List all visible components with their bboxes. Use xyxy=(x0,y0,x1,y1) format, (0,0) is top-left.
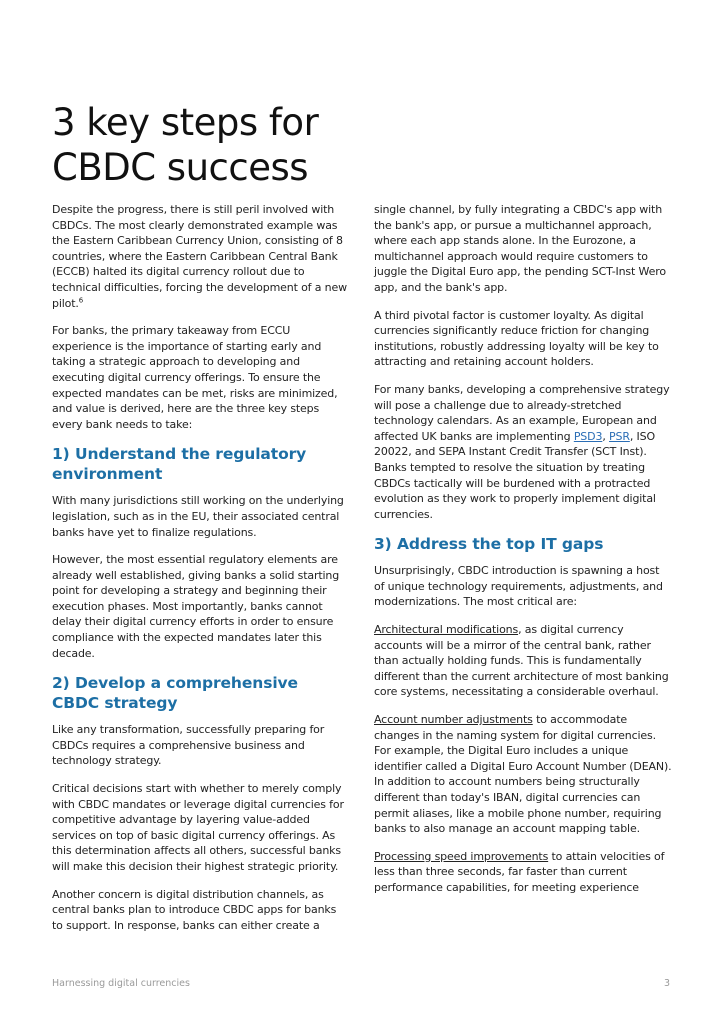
paragraph xyxy=(374,382,672,522)
paragraph: For banks, the primary takeaway from ECCU experience is the importance of starting early and taking a strategic approach to developing and executing digital currency offerings. To ensure the expected mandates can be met, risks are minimized, and value is derived, here are the three key steps every bank needs to take: xyxy=(52,324,338,431)
paragraph xyxy=(374,849,672,896)
paragraph xyxy=(374,622,672,700)
section-heading-strategy: 2) Develop a comprehensive CBDC strategy xyxy=(52,674,298,713)
paragraph-text: to attain velocities of less than three seconds, far faster than current performance capabilities, for meeting experience xyxy=(374,849,665,894)
psd3-link[interactable]: PSD3 xyxy=(573,429,603,443)
paragraph-text: Despite the progress, there is still peril involved with CBDCs. The most clearly demonstrated example was the Eastern Caribbean Currency Union, consisting of 8 countries, where the Eastern Caribbean Central Bank (ECCB) halted its digital currency rollout due to technical difficulties, forcing the development of a new pilot. xyxy=(52,203,347,310)
paragraph: Another concern is digital distribution channels, as central banks plan to introduce CBDC apps for banks to support. In response, banks can either create a xyxy=(52,887,337,932)
page-number: 3 xyxy=(664,978,671,989)
paragraph: Unsurprisingly, CBDC introduction is spawning a host of unique technology requirements, adjustments, and modernizations. The most critical are: xyxy=(374,564,663,609)
section-heading-regulatory: 1) Understand the regulatory environment xyxy=(52,445,307,484)
paragraph: single channel, by fully integrating a CBDC's app with the bank's app, or pursue a multichannel approach, where each app stands alone. In the Eurozone, a multichannel approach would require customers to juggle the Digital Euro app, the pending SCT-Inst Wero app, and the bank's app. xyxy=(374,203,666,294)
footnote-ref[interactable]: 6 xyxy=(78,295,84,304)
paragraph: A third pivotal factor is customer loyalty. As digital currencies significantly reduce friction for changing institutions, robustly addressing loyalty will be key to attracting and retaining account holders. xyxy=(374,308,659,369)
processing-speed-improvements-term: Processing speed improvements xyxy=(374,849,549,863)
paragraph-text: , ISO 20022, and SEPA Instant Credit Transfer (SCT Inst). Banks tempted to resolve the situation by treating CBDCs tactically will be burdened with a protracted evolution as they work to properly implement digital currencies. xyxy=(374,429,656,521)
right-column xyxy=(374,202,672,908)
left-column xyxy=(52,202,350,945)
footer-document-title: Harnessing digital currencies xyxy=(52,978,190,989)
paragraph-text: , as digital currency accounts will be a mirror of the central bank, rather than actually holding funds. This is fundamentally different than the current architecture of most banking core systems, necessitating a considerable overhaul. xyxy=(374,623,669,699)
paragraph: Critical decisions start with whether to merely comply with CBDC mandates or leverage digital currencies for competitive advantage by layering value-added services on top of basic digital currency offerings. As this determination affects all others, successful banks will make this decision their highest strategic priority. xyxy=(52,782,344,873)
paragraph xyxy=(52,202,350,311)
paragraph: Like any transformation, successfully preparing for CBDCs requires a comprehensive business and technology strategy. xyxy=(52,723,325,768)
page-title: 3 key steps for CBDC success xyxy=(52,101,319,189)
paragraph-text: to accommodate changes in the naming system for digital currencies. For example, the Digital Euro includes a unique identifier called a Digital Euro Account Number (DEAN). In addition to account numbers being structurally different than today's IBAN, digital currencies can permit aliases, like a mobile phone number, requiring banks to also manage an account mapping table. xyxy=(374,713,672,836)
section-heading-it-gaps: 3) Address the top IT gaps xyxy=(374,535,604,554)
psr-link[interactable]: PSR xyxy=(609,429,630,443)
separator: , xyxy=(602,429,610,443)
paragraph: With many jurisdictions still working on the underlying legislation, such as in the EU, their associated central banks have yet to finalize regulations. xyxy=(52,494,344,539)
paragraph xyxy=(374,712,672,837)
architectural-modifications-term: Architectural modifications xyxy=(374,623,519,637)
paragraph-text: For many banks, developing a comprehensive strategy will pose a challenge due to already-stretched technology calendars. As an example, European and affected UK banks are implementing xyxy=(374,382,670,443)
account-number-adjustments-term: Account number adjustments xyxy=(374,713,533,727)
paragraph: However, the most essential regulatory elements are already well established, giving banks a solid starting point for developing a strategy and beginning their execution phases. Most importantly, banks cannot delay their digital currency efforts in order to ensure compliance with the expected mandates later this decade. xyxy=(52,553,340,660)
